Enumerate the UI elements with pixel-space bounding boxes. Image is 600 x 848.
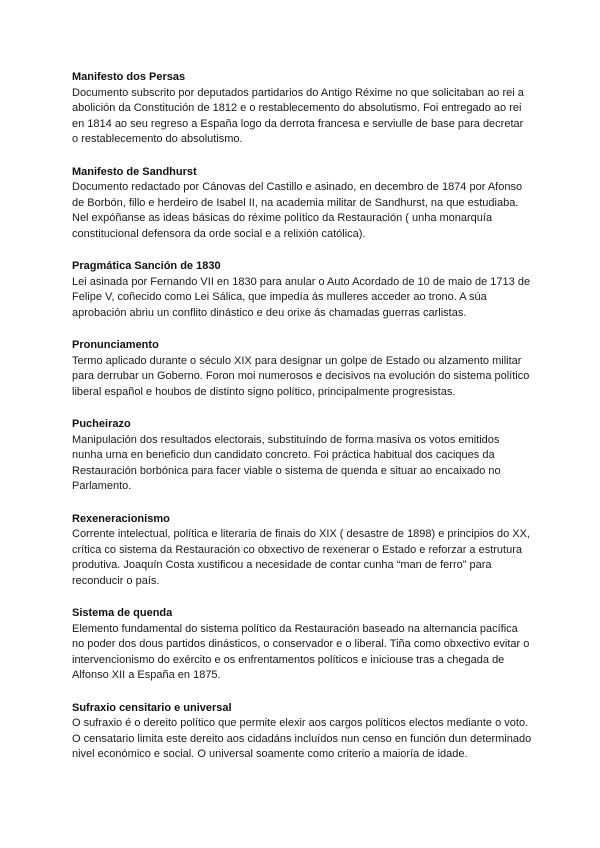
entry-term: Manifesto de Sandhurst bbox=[72, 165, 197, 178]
glossary-entry-pucheirazo bbox=[72, 417, 532, 495]
glossary-entry-sufraxio bbox=[72, 701, 532, 763]
entry-term: Pucheirazo bbox=[72, 418, 131, 430]
entry-definition: Termo aplicado durante o século XIX para designar un golpe de Estado ou alzamento militar para derrubar un Goberno. Foron moi numerosos e decisivos na evolución do sistema político liberal español e houbos de distinto signo político, principalmente progresistas. bbox=[72, 354, 530, 398]
entry-definition: Documento subscrito por deputados partidarios do Antigo Réxime no que solicitaban ao rei a abolición da Constitución de 1812 e o restablecemento do absolutismo. Foi entregado ao rei en 1814 ao seu regreso a España logo da derrota francesa e serviulle de base para decretar o restablecemento do absolutismo. bbox=[72, 86, 524, 145]
entry-term: Rexeneracionismo bbox=[72, 512, 170, 525]
glossary-entry-rexeneracionismo bbox=[72, 512, 532, 590]
glossary-page bbox=[72, 70, 532, 780]
entry-definition: Lei asinada por Fernando VII en 1830 para anular o Auto Acordado de 10 de maio de 1713 de Felipe V, coñecido como Lei Sálica, que impedía ás mulleres acceder ao trono. A súa aprobación abriu un conflito dinástico e deu orixe ás chamadas guerras carlistas. bbox=[72, 275, 531, 319]
entry-definition: Corrente intelectual, política e literaria de finais do XIX ( desastre de 1898) e principios do XX, crítica co sistema da Restauración co obxectivo de rexenerar o Estado e reforzar a estrutura produtiva. Joaquín Costa xustificou a necesidade de contar cunha “man de ferro” para reconducir o país. bbox=[72, 528, 530, 587]
entry-term: Manifesto dos Persas bbox=[72, 71, 186, 83]
entry-term: Pragmática Sanción de 1830 bbox=[72, 260, 221, 272]
entry-definition: O sufraxio é o dereito político que permite elexir aos cargos políticos electos mediante o voto. O censatario limita este dereito aos cidadáns incluídos nun censo en función dun determinado nivel económico e social. O universal soamente como criterio a maioría de idade. bbox=[72, 717, 532, 760]
entry-term: Sufraxio censitario e universal bbox=[72, 701, 232, 714]
glossary-entry-manifesto-persas bbox=[72, 70, 532, 148]
glossary-entry-manifesto-sandhurst bbox=[72, 165, 532, 243]
entry-term: Sistema de quenda bbox=[72, 607, 173, 619]
entry-term: Pronunciamento bbox=[72, 339, 159, 351]
entry-definition: Elemento fundamental do sistema político da Restauración baseado na alternancia pacífica no poder dos dous partidos dinásticos, o conservador e o liberal. Tiña como obxectivo evitar o intervencionismo do exército e os enfrentamentos políticos e iniciouse tras a chegada de Alfonso XII a España en 1875. bbox=[72, 622, 530, 681]
glossary-entry-sistema-quenda bbox=[72, 606, 532, 684]
glossary-entry-pragmatica-sancion bbox=[72, 259, 532, 321]
entry-definition: Manipulación dos resultados electorais, substituíndo de forma masiva os votos emitidos nunha urna en beneficio dun candidato concreto. Foi práctica habitual dos caciques da Restauración borbónica para facer viable o sistema de quenda e situar ao encaixado no Parlamento. bbox=[72, 433, 501, 492]
glossary-entry-pronunciamento bbox=[72, 338, 532, 400]
entry-definition: Documento redactado por Cánovas del Castillo e asinado, en decembro de 1874 por Afonso de Borbón, fillo e herdeiro de Isabel II, na academia militar de Sandhurst, na que estudiaba. Nel expóñanse as ideas básicas do réxime político da Restauración ( unha monarquía constitucional defensora da orde social e a relixión católica). bbox=[72, 181, 523, 240]
